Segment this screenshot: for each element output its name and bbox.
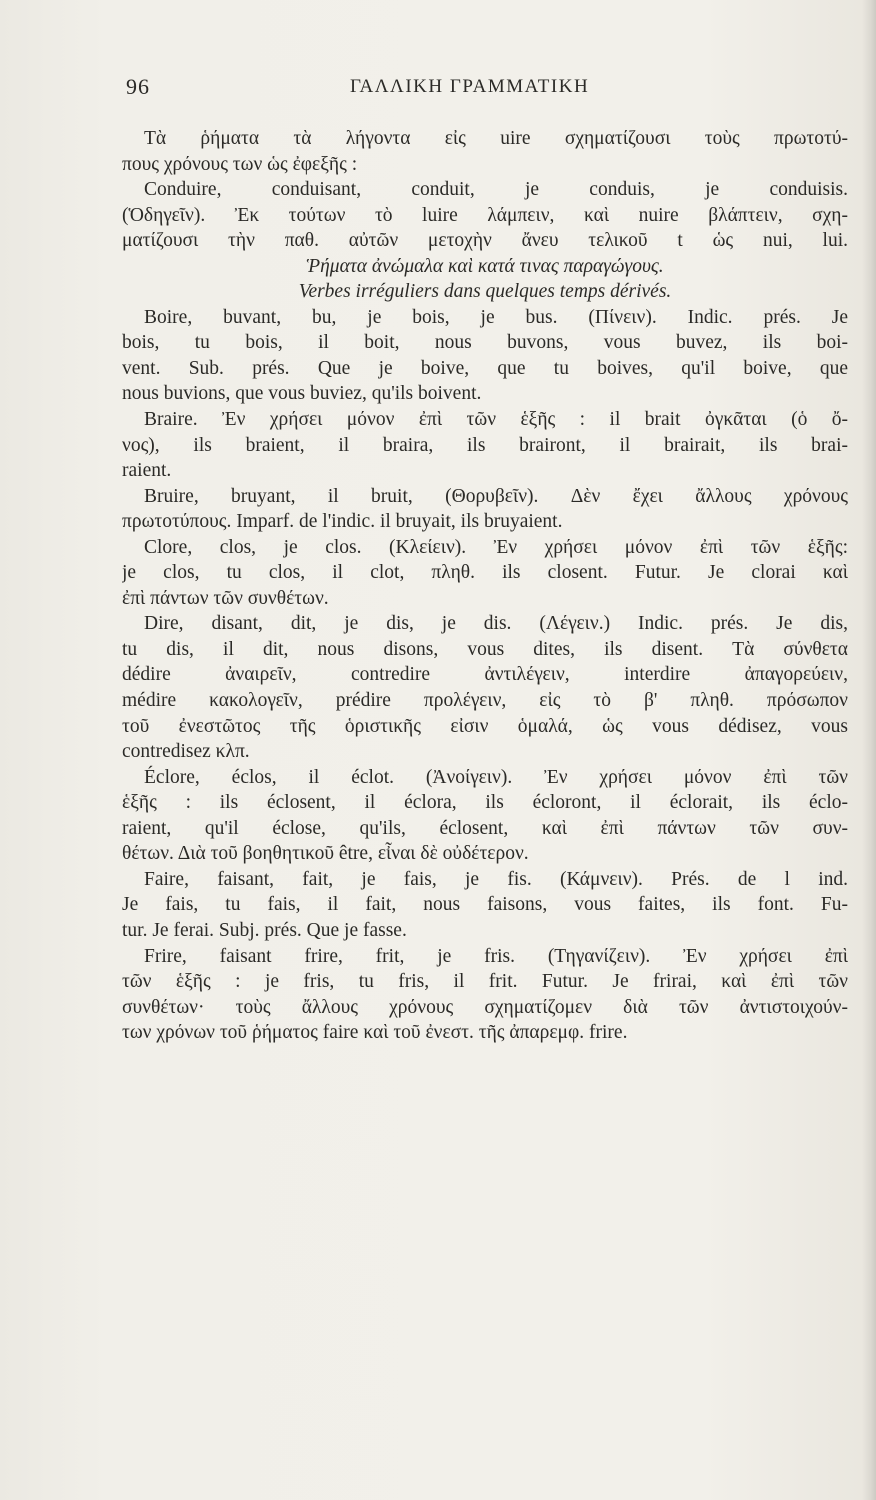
text-line: Τὰ ῥήματα τὰ λήγοντα εἰς uire σχηματίζουσι τοὺς πρωτοτύ-	[144, 128, 848, 149]
text-line: nous buvions, que vous buviez, qu'ils boivent.	[122, 383, 482, 405]
text-line: Éclore, éclos, il éclot. (Ἀνοίγειν). Ἐν χρήσει μόνον ἐπὶ τῶν	[144, 766, 848, 788]
text-line: Frire, faisant frire, frit, je fris. (Τηγανίζειν). Ἐν χρήσει ἐπὶ	[144, 945, 848, 967]
text-line: ἑξῆς : ils éclosent, il éclora, ils écloront, il éclorait, ils éclo-	[122, 792, 848, 814]
text-line: πους χρόνους των ὡς ἐφεξῆς :	[122, 153, 358, 175]
text-line: Braire. Ἐν χρήσει μόνον ἐπὶ τῶν ἑξῆς : il brait ὀγκᾶται (ὁ ὄ-	[144, 409, 848, 431]
text-line: νος), ils braient, il braira, ils brairont, il brairait, ils brai-	[122, 434, 848, 456]
text-line: συνθέτων· τοὺς ἄλλους χρόνους σχηματίζομεν διὰ τῶν ἀντιστοιχούν-	[122, 996, 848, 1018]
text-line: tur. Je ferai. Subj. prés. Que je fasse.	[122, 919, 407, 941]
text-line: Bruire, bruyant, il bruit, (Θορυβεῖν). Δὲν ἔχει ἄλλους χρόνους	[144, 485, 848, 507]
text-line: contredisez κλπ.	[122, 741, 250, 763]
text-line: ματίζουσι τὴν παθ. αὐτῶν μετοχὴν ἄνευ τελικοῦ t ὡς nui, lui.	[122, 230, 848, 252]
page-spine-shadow	[862, 0, 876, 1500]
text-line: ἐπὶ πάντων τῶν συνθέτων.	[122, 587, 329, 609]
text-line: θέτων. Διὰ τοῦ βοηθητικοῦ être, εἶναι δὲ οὐδέτερον.	[122, 843, 529, 865]
text-line: médire κακολογεῖν, prédire προλέγειν, εἰς τὸ β' πληθ. πρόσωπον	[122, 690, 848, 712]
text-line: Boire, buvant, bu, je bois, je bus. (Πίνειν). Indic. prés. Je	[144, 306, 848, 328]
text-line: Je fais, tu fais, il fait, nous faisons, vous faites, ils font. Fu-	[122, 894, 848, 916]
text-line: raient.	[122, 460, 172, 482]
section-heading-french: Verbes irréguliers dans quelques temps dérivés.	[298, 281, 672, 303]
text-line: vent. Sub. prés. Que je boive, que tu boives, qu'il boive, que	[122, 357, 848, 379]
text-line: τῶν ἑξῆς : je fris, tu fris, il frit. Futur. Je frirai, καὶ ἐπὶ τῶν	[122, 971, 848, 993]
section-heading-greek: Ῥήματα ἀνώμαλα καὶ κατά τινας παραγώγους.	[306, 255, 664, 277]
text-line: (Ὁδηγεῖν). Ἐκ τούτων τὸ luire λάμπειν, καὶ nuire βλάπτειν, σχη-	[122, 204, 848, 226]
page-number: 96	[126, 74, 150, 99]
text-line: raient, qu'il éclose, qu'ils, éclosent, καὶ ἐπὶ πάντων τῶν συν-	[122, 817, 848, 839]
text-line: Faire, faisant, fait, je fais, je fis. (Κάμνειν). Prés. de l ind.	[144, 868, 848, 890]
text-line: Dire, disant, dit, je dis, je dis. (Λέγειν.) Indic. prés. Je dis,	[144, 613, 848, 635]
text-line: τοῦ ἐνεστῶτος τῆς ὁριστικῆς εἰσιν ὁμαλά, ὡς vous dédisez, vous	[122, 715, 848, 737]
text-line: je clos, tu clos, il clot, πληθ. ils closent. Futur. Je clorai καὶ	[122, 562, 848, 584]
text-line: dédire ἀναιρεῖν, contredire ἀντιλέγειν, interdire ἀπαγορεύειν,	[122, 664, 848, 686]
running-title: ΓΑΛΛΙΚΗ ΓΡΑΜΜΑΤΙΚΗ	[350, 76, 590, 97]
page-body	[122, 126, 848, 1046]
text-line: πρωτοτύπους. Imparf. de l'indic. il bruyait, ils bruyaient.	[122, 511, 563, 533]
text-line: Clore, clos, je clos. (Κλείειν). Ἐν χρήσει μόνον ἐπὶ τῶν ἑξῆς:	[144, 536, 848, 558]
page-header	[126, 74, 846, 114]
text-line: Conduire, conduisant, conduit, je conduis, je conduisis.	[144, 179, 848, 201]
text-line: tu dis, il dit, nous disons, vous dites, ils disent. Τὰ σύνθετα	[122, 638, 848, 660]
text-line: των χρόνων τοῦ ῥήματος faire καὶ τοῦ ἐνεστ. τῆς ἀπαρεμφ. frire.	[122, 1022, 628, 1044]
text-line: bois, tu bois, il boit, nous buvons, vous buvez, ils boi-	[122, 332, 848, 354]
